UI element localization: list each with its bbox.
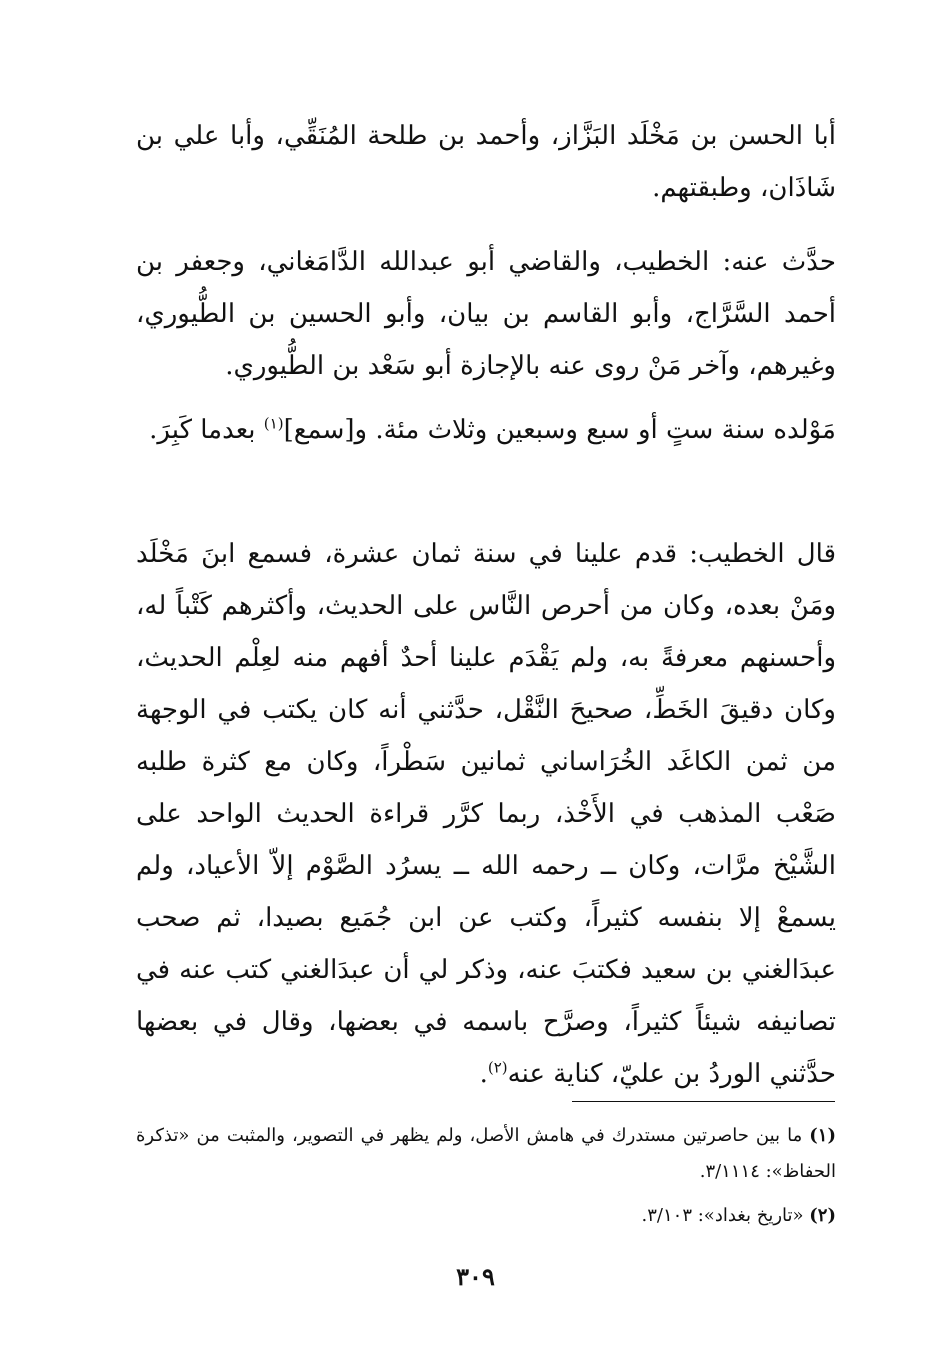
footnote-ref-2: (٢)	[487, 1058, 508, 1077]
footnotes	[136, 1118, 836, 1242]
paragraph-1-text: أبا الحسن بن مَخْلَد البَزَّاز، وأحمد بن طلحة المُنَقِّي، وأبا علي بن شَاذَان، وطبقتهم.	[136, 121, 836, 203]
footnote-1	[136, 1118, 836, 1190]
paragraph-3	[136, 404, 836, 456]
footnote-ref-1: (١)	[263, 414, 284, 433]
footnote-2-number: (٢)	[809, 1205, 836, 1226]
footnote-2-text: «تاريخ بغداد»: ٣/١٠٣.	[641, 1205, 804, 1226]
footnote-divider	[572, 1101, 835, 1102]
footnote-2	[136, 1198, 836, 1234]
paragraph-3-text-before: مَوْلده سنة ستٍ أو سبع وسبعين وثلاث مئة. و[سمع]	[283, 415, 836, 445]
paragraph-2-text: حدَّث عنه: الخطيب، والقاضي أبو عبدالله الدَّامَغاني، وجعفر بن أحمد السَّرَّاج، وأبو القاسم بن بيان، وأبو الحسين بن الطُّيوري، وغيرهم، وآخر مَنْ روى عنه بالإجازة أبو سَعْد بن الطُّيوري.	[136, 247, 836, 381]
footnote-1-text: ما بين حاصرتين مستدرك في هامش الأصل، ولم يظهر في التصوير، والمثبت من «تذكرة الحفاظ»: ٣/١١١٤.	[136, 1125, 836, 1182]
page-number: ٣٠٩	[456, 1262, 495, 1291]
paragraph-4-text-before: قال الخطيب: قدم علينا في سنة ثمان عشرة، فسمع ابنَ مَخْلَد ومَنْ بعده، وكان من أحرص النَّاس على الحديث، وأكثرهم كَتْباً له، وأحسنهم معرفةً به، ولم يَقْدَم علينا أحدٌ أفهم منه لعِلْم الحديث، وكان دقيقَ الخَطِّ، صحيحَ النَّقْل، حدَّثني أنه كان يكتب في الوجهة من ثمن الكاغَد الخُرَاساني ثمانين سَطْراً، وكان مع كثرة طلبه صَعْب المذهب في الأَخْذ، ربما كرَّر قراءة الحديث الواحد على الشَّيْخ مرَّات، وكان ــ رحمه الله ــ يسرُد الصَّوْم إلاّ الأعياد، ولم يسمعْ إلا بنفسه كثيراً، وكتب عن ابن جُمَيع بصيدا، ثم صحب عبدَالغني بن سعيد فكتبَ عنه، وذكر لي أن عبدَالغني كتب عنه في تصانيفه شيئاً كثيراً، وصرَّح باسمه في بعضها، وقال في بعضها حدَّثني الوردُ بن عليّ، كناية عنه	[136, 539, 836, 1089]
paragraph-3-text-after: بعدما كَبِرَ.	[149, 415, 264, 445]
paragraph-2	[136, 236, 836, 392]
paragraph-4-text-after: .	[479, 1059, 488, 1089]
paragraph-1	[136, 110, 836, 214]
paragraph-4	[136, 528, 836, 1100]
footnote-1-number: (١)	[809, 1125, 836, 1146]
